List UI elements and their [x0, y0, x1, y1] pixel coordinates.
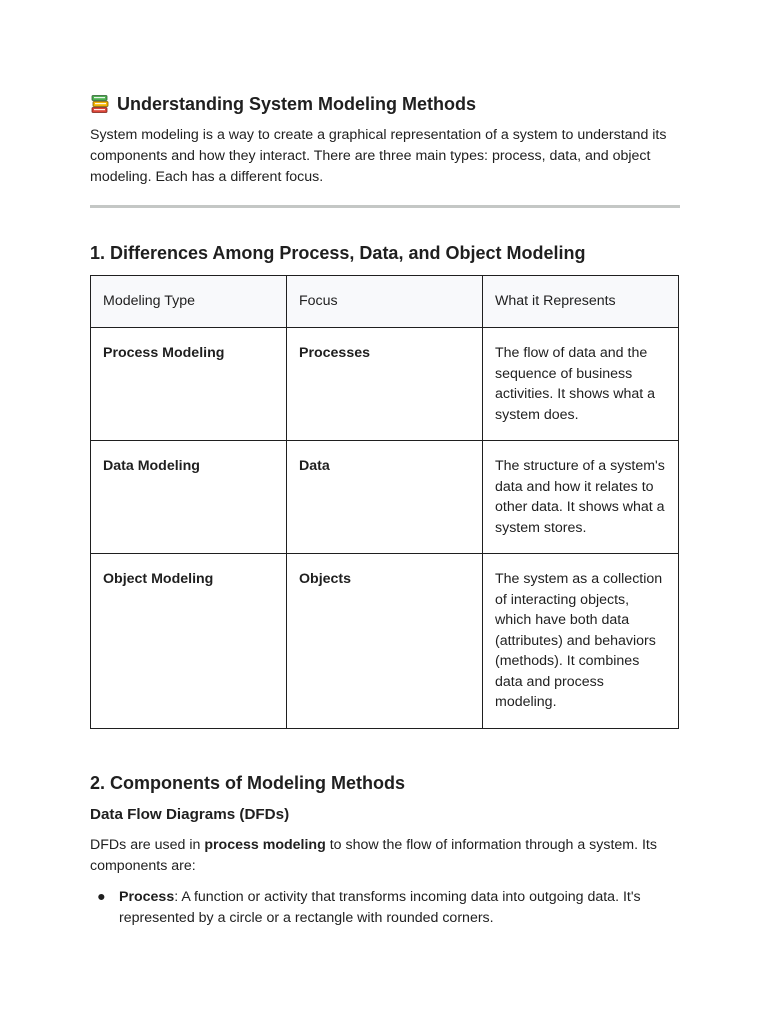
- section-2-title: 2. Components of Modeling Methods: [90, 772, 405, 793]
- table-row: [91, 328, 679, 441]
- section-1-title: 1. Differences Among Process, Data, and Object Modeling: [90, 243, 586, 263]
- bullet-icon: ●: [97, 888, 106, 905]
- list-item: [97, 887, 680, 929]
- represents-cell: The flow of data and the sequence of business activities. It shows what a system does.: [483, 328, 679, 441]
- document-content: [90, 92, 680, 929]
- component-description: : A function or activity that transforms incoming data into outgoing data. It's represented by a circle or a rectangle with rounded corners.: [119, 888, 641, 926]
- modeling-type-cell: Object Modeling: [91, 554, 287, 729]
- focus-cell: Data: [287, 441, 483, 554]
- represents-cell: The system as a collection of interacting objects, which have both data (attributes) and behaviors (methods). It combines data and process modeling.: [483, 554, 679, 729]
- modeling-type-cell: Data Modeling: [91, 441, 287, 554]
- focus-cell: Objects: [287, 554, 483, 729]
- table-row: [91, 441, 679, 554]
- component-list: [90, 887, 680, 929]
- section-divider: [90, 205, 680, 208]
- column-header: What it Represents: [483, 276, 679, 328]
- dfd-intro-emphasis: process modeling: [204, 836, 326, 853]
- dfd-subtitle: Data Flow Diagrams (DFDs): [90, 805, 290, 823]
- doc-title: Understanding System Modeling Methods: [117, 94, 477, 114]
- focus-cell: Processes: [287, 328, 483, 441]
- dfd-intro-text: DFDs are used in: [90, 836, 205, 853]
- modeling-comparison-table: [90, 275, 679, 729]
- table-header-row: [91, 276, 679, 328]
- represents-cell: The structure of a system's data and how it relates to other data. It shows what a system stores.: [483, 441, 679, 554]
- component-term: Process: [119, 888, 175, 905]
- title-row: [90, 92, 680, 116]
- intro-paragraph: System modeling is a way to create a graphical representation of a system to understand its components and how they interact. There are three main types: process, data, and object modeling. Each has a different focus.: [90, 127, 667, 185]
- table-row: [91, 554, 679, 729]
- modeling-type-cell: Process Modeling: [91, 328, 287, 441]
- column-header: Focus: [287, 276, 483, 328]
- dfd-intro-paragraph: [90, 835, 680, 877]
- column-header: Modeling Type: [91, 276, 287, 328]
- dfd-intro-text-end: to show the flow of information through a system. Its components are:: [90, 836, 657, 874]
- books-icon: [90, 94, 110, 114]
